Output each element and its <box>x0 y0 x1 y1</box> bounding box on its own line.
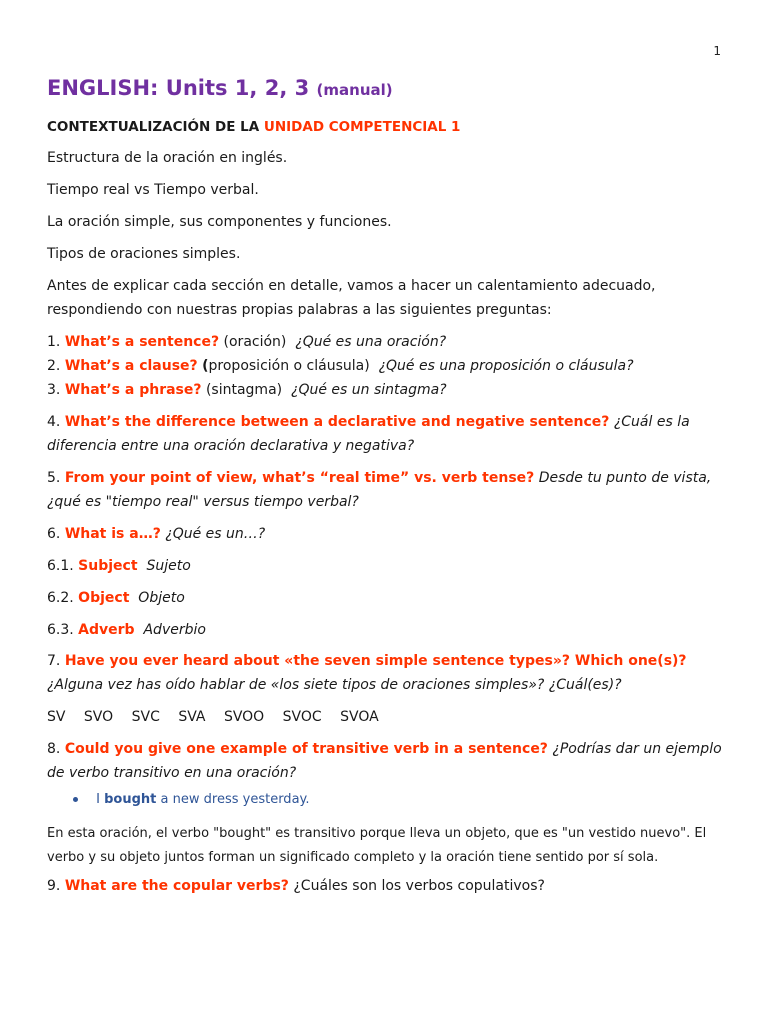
question-6-2 <box>47 586 185 610</box>
q-paren: (oración) <box>223 334 287 350</box>
q-spanish: Desde tu punto de vista, ¿qué es "tiempo real" versus tiempo verbal? <box>47 470 712 510</box>
q-number: 5. <box>47 470 61 486</box>
section-heading <box>47 115 460 139</box>
q-english: What is a…? <box>64 526 161 542</box>
example-verb: bought <box>104 792 157 807</box>
question-6 <box>47 522 265 546</box>
bullet-icon <box>73 797 78 802</box>
question-5 <box>47 466 727 514</box>
title-sub: (manual) <box>316 81 393 99</box>
q-paren: proposición o cláusula) <box>208 358 370 374</box>
q-spanish: ¿Qué es un sintagma? <box>291 382 447 398</box>
q-number: 6.2. <box>47 590 74 606</box>
q-number: 7. <box>47 653 61 669</box>
warmup-paragraph: Antes de explicar cada sección en detalle, vamos a hacer un calentamiento adecuado, respondiendo con nuestras propias palabras a las siguientes preguntas: <box>47 278 656 318</box>
intro-item: La oración simple, sus componentes y funciones. <box>47 214 392 230</box>
sentence-type: SVA <box>178 709 206 725</box>
sentence-type: SVOA <box>340 709 379 725</box>
q-number: 3. <box>47 382 61 398</box>
example-bullet <box>73 792 310 807</box>
q-english: What’s a phrase? <box>64 382 202 398</box>
q-spanish: Sujeto <box>146 558 191 574</box>
q-english: Object <box>78 590 130 606</box>
q-english: What’s the difference between a declarative and negative sentence? <box>64 414 610 430</box>
q-english: Adverb <box>78 622 135 638</box>
intro-item: Tipos de oraciones simples. <box>47 246 241 262</box>
q-english: Could you give one example of transitive verb in a sentence? <box>64 741 548 757</box>
q-number: 2. <box>47 358 61 374</box>
q-spanish: Objeto <box>138 590 185 606</box>
intro-item: Estructura de la oración en inglés. <box>47 150 288 166</box>
title-main: ENGLISH: Units 1, 2, 3 <box>47 76 310 100</box>
q-english: What are the copular verbs? <box>64 878 289 894</box>
sentence-type: SVOO <box>223 709 265 725</box>
question-2 <box>47 354 634 378</box>
q-english: What’s a clause? <box>64 358 198 374</box>
q-spanish: ¿Qué es una proposición o cláusula? <box>378 358 634 374</box>
sentence-type: SVC <box>131 709 160 725</box>
sentence-types-list <box>47 705 393 729</box>
q-spanish: ¿Qué es una oración? <box>295 334 447 350</box>
question-1 <box>47 330 446 354</box>
q-english: Have you ever heard about «the seven simple sentence types»? Which one(s)? <box>64 653 687 669</box>
q-english: Subject <box>78 558 138 574</box>
q-english: What’s a sentence? <box>64 334 220 350</box>
q-number: 4. <box>47 414 61 430</box>
question-6-1 <box>47 554 191 578</box>
example-post: a new dress yesterday. <box>160 792 310 807</box>
page-title <box>47 76 393 100</box>
q-number: 6. <box>47 526 61 542</box>
question-6-3 <box>47 618 206 642</box>
q-number: 9. <box>47 878 61 894</box>
question-8 <box>47 737 727 785</box>
q-spanish: Adverbio <box>143 622 206 638</box>
heading-highlight: UNIDAD COMPETENCIAL 1 <box>263 119 461 135</box>
q-paren-open: ( <box>202 358 209 374</box>
q-spanish: ¿Podrías dar un ejemplo de verbo transitivo en una oración? <box>47 741 722 781</box>
q-number: 6.1. <box>47 558 74 574</box>
q-spanish: ¿Qué es un…? <box>165 526 266 542</box>
intro-item: Tiempo real vs Tiempo verbal. <box>47 182 259 198</box>
question-3 <box>47 378 447 402</box>
q-number: 6.3. <box>47 622 74 638</box>
question-4 <box>47 410 727 458</box>
q-spanish: ¿Cuál es la diferencia entre una oración declarativa y negativa? <box>47 414 690 454</box>
question-9 <box>47 874 545 898</box>
sentence-type: SVOC <box>282 709 322 725</box>
q-spanish: ¿Alguna vez has oído hablar de «los siete tipos de oraciones simples»? ¿Cuál(es)? <box>47 677 622 693</box>
sentence-type: SVO <box>83 709 114 725</box>
example-pre: I <box>96 792 100 807</box>
q-paren: (sintagma) <box>205 382 283 398</box>
q-number: 8. <box>47 741 61 757</box>
page-number: 1 <box>713 44 721 58</box>
q-number: 1. <box>47 334 61 350</box>
sentence-type: SV <box>47 709 66 725</box>
q-english: From your point of view, what’s “real time” vs. verb tense? <box>64 470 535 486</box>
explanation-paragraph: En esta oración, el verbo "bought" es transitivo porque lleva un objeto, que es "un vestido nuevo". El verbo y su objeto juntos forman un significado completo y la oración tiene sentido por sí sola. <box>47 826 707 865</box>
question-7 <box>47 649 727 697</box>
heading-text: CONTEXTUALIZACIÓN DE LA <box>47 119 260 135</box>
q-spanish: ¿Cuáles son los verbos copulativos? <box>293 878 545 894</box>
